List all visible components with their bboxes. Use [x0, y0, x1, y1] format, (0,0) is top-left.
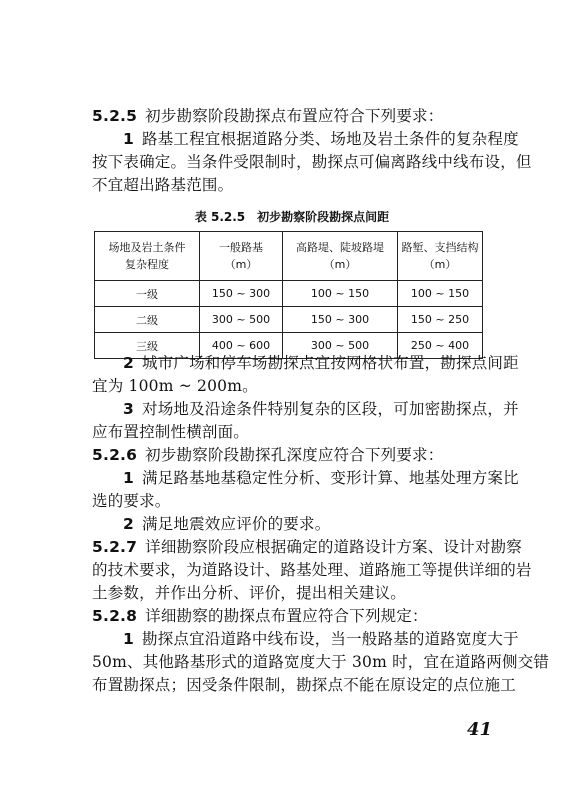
clause-text: 详细勘察的勘探点布置应符合下列规定：: [145, 607, 428, 625]
clause-item: [92, 129, 519, 149]
clause-number: 5.2.7: [92, 538, 138, 556]
clause-text: 初步勘察阶段勘探孔深度应符合下列要求：: [145, 446, 444, 464]
item-number: 1: [123, 469, 134, 487]
spacing-table: [94, 231, 483, 359]
table-cell: 150 ~ 300: [200, 281, 283, 307]
table-cell: 400 ~ 600: [200, 333, 283, 359]
header-cell: 一般路基 （m）: [200, 232, 283, 281]
text-line: 布置勘探点；因受条件限制，勘探点不能在原设定的点位施工: [92, 676, 516, 694]
table-cell: 300 ~ 500: [200, 307, 283, 333]
text-line: 的技术要求，为道路设计、路基处理、道路施工等提供详细的岩: [92, 561, 532, 579]
item-text: 路基工程宜根据道路分类、场地及岩土条件的复杂程度: [142, 130, 519, 148]
text-line: 50m、其他路基形式的道路宽度大于 30m 时，宜在道路两侧交错: [92, 653, 550, 671]
header-cell: 高路堤、陡坡路堤 （m）: [283, 232, 398, 281]
clause-text: 初步勘察阶段勘探点布置应符合下列要求：: [145, 107, 444, 125]
item-text: 对场地及沿途条件特别复杂的区段，可加密勘探点，并: [142, 400, 519, 418]
item-number: 1: [123, 130, 134, 148]
clause-item: [92, 399, 519, 419]
item-text: 勘探点宜沿道路中线布设，当一般路基的道路宽度大于: [142, 630, 519, 648]
clause-5-2-7: [92, 537, 522, 557]
table-cell: 300 ~ 500: [283, 333, 398, 359]
clause-item: [92, 629, 519, 649]
clause-item: [92, 353, 519, 373]
item-number: 1: [123, 630, 134, 648]
clause-number: 5.2.5: [92, 107, 138, 125]
text-line: 选的要求。: [92, 492, 171, 510]
item-text: 城市广场和停车场勘探点宜按网格状布置，勘探点间距: [142, 354, 519, 372]
text-line: 按下表确定。当条件受限制时，勘探点可偏离路线中线布设，但: [92, 153, 532, 171]
text-line: 土参数，并作出分析、评价，提出相关建议。: [92, 584, 407, 602]
table-cell: 100 ~ 150: [398, 281, 483, 307]
clause-number: 5.2.6: [92, 446, 138, 464]
table-cell: 150 ~ 300: [283, 307, 398, 333]
table-header-row: [95, 232, 483, 281]
table-caption: 表 5.2.5 初步勘察阶段勘探点间距: [194, 210, 390, 224]
clause-number: 5.2.8: [92, 607, 138, 625]
table-row: [95, 281, 483, 307]
table-cell: 250 ~ 400: [398, 333, 483, 359]
table-cell: 一级: [95, 281, 200, 307]
clause-item: [92, 514, 492, 534]
header-cell: 路堑、支挡结构 （m）: [398, 232, 483, 281]
clause-5-2-5: [92, 106, 492, 126]
clause-5-2-8: [92, 606, 492, 626]
page-number: 41: [467, 719, 493, 740]
clause-text: 详细勘察阶段应根据确定的道路设计方案、设计对勘察: [145, 538, 522, 556]
item-text: 满足地震效应评价的要求。: [142, 515, 331, 533]
table-cell: 二级: [95, 307, 200, 333]
table-cell: 三级: [95, 333, 200, 359]
table-cell: 100 ~ 150: [283, 281, 398, 307]
text-line: 不宜超出路基范围。: [92, 176, 234, 194]
table-row: [95, 307, 483, 333]
item-number: 3: [123, 400, 134, 418]
table-cell: 150 ~ 250: [398, 307, 483, 333]
text-line: 宜为 100m ~ 200m。: [92, 377, 258, 395]
clause-item: [92, 468, 519, 488]
header-cell: 场地及岩土条件 复杂程度: [95, 232, 200, 281]
item-number: 2: [123, 515, 134, 533]
item-text: 满足路基地基稳定性分析、变形计算、地基处理方案比: [142, 469, 519, 487]
item-number: 2: [123, 354, 134, 372]
clause-5-2-6: [92, 445, 492, 465]
text-line: 应布置控制性横剖面。: [92, 423, 250, 441]
